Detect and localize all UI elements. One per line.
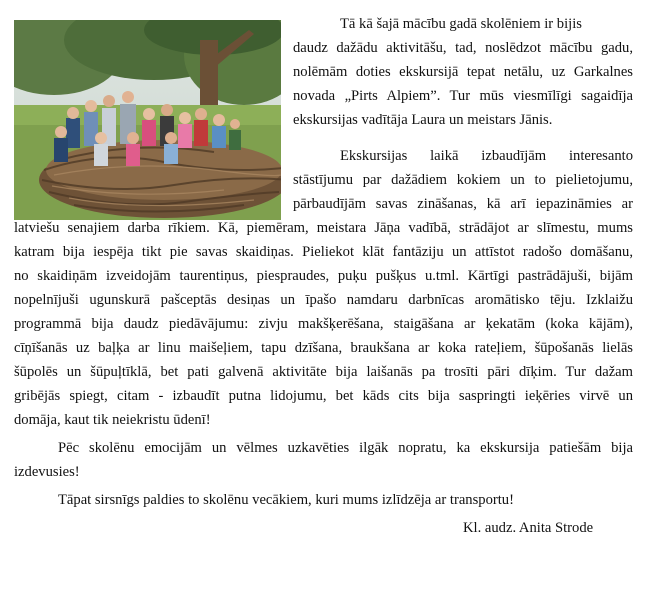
paragraph-2-line-12: domāja, kaut tik neiekristu ūdenī! — [14, 412, 211, 428]
paragraph-2-line-6: no skaidiņām izveidojām taurentiņus, piespraudes, puķu pušķus u.tml. Kārtīgi pastrādājuši, bijām — [14, 268, 633, 284]
paragraph-2-line-11: gribējās spiegt, citam - izbaudīt putna lidojumu, bet kāds cits bija saspringti ieķēries virvē un — [14, 388, 633, 404]
signature: Kl. audz. Anita Strode — [463, 520, 594, 536]
paragraph-2-line-9: cīņīšanās uz baļķa ar linu maišeļiem, tapu dzīšana, braukšana ar koka rateļiem, šūpošanās lielās — [14, 340, 633, 356]
paragraph-2-line-1: Ekskursijas laikā izbaudījām interesanto — [340, 148, 633, 164]
paragraph-2-line-8: programmā bija daudz piedāvājumu: zivju makšķerēšana, staigāšana ar ķekatām (koka kājām), — [14, 316, 633, 332]
paragraph-2-line-2: stāstījumu par dažādiem kokiem un to pielietojumu, — [293, 172, 633, 188]
paragraph-2-line-4: latviešu senajiem darba rīkiem. Kā, piemēram, meistara Jāņa vadībā, strādājot ar slīmestu, mums — [14, 220, 633, 236]
paragraph-3-line-2: izdevusies! — [14, 464, 80, 480]
group-photo-on-willow-nest-icon — [14, 20, 281, 220]
paragraph-1-line-2: daudz dažādu aktivitāšu, tad, noslēdzot mācību gadu, — [293, 40, 633, 56]
paragraph-1-line-3: nolēmām doties ekskursijā tepat netālu, uz Garkalnes — [293, 64, 633, 80]
paragraph-3-line-1: Pēc skolēnu emocijām un vēlmes uzkavēties ilgāk nopratu, ka ekskursija patiešām bija — [58, 440, 633, 456]
paragraph-2-line-5: katram bija iespēja tikt pie savas skaidiņas. Pieliekot klāt fantāziju un attīstot radošo domāšanu, — [14, 244, 633, 260]
paragraph-4-line-1: Tāpat sirsnīgs paldies to skolēnu vecākiem, kuri mums izlīdzēja ar transportu! — [58, 492, 514, 508]
paragraph-1-line-4: novada „Pirts Alpiem”. Tur mūs viesmīlīgi sagaidīja — [293, 88, 633, 104]
paragraph-2-line-3: pārbaudījām savas zināšanas, kā arī iepazināmies ar — [293, 196, 633, 212]
paragraph-1-line-1: Tā kā šajā mācību gadā skolēniem ir bijis — [340, 16, 582, 32]
paragraph-1-line-5: ekskursijas vadītāja Laura un meistars Jānis. — [293, 112, 553, 128]
paragraph-2-line-10: šūpolēs un šūpuļtīklā, bet pati galvenā aktivitāte bija laišanās pa trosīti pāri dīķim. Tur dažam — [14, 364, 633, 380]
paragraph-2-line-7: nopelnījuši ugunskurā pašceptās desiņas un īpašo namdaru darbnīcas aromātisko tēju. Izklaižu — [14, 292, 633, 308]
group-photo — [14, 20, 281, 220]
